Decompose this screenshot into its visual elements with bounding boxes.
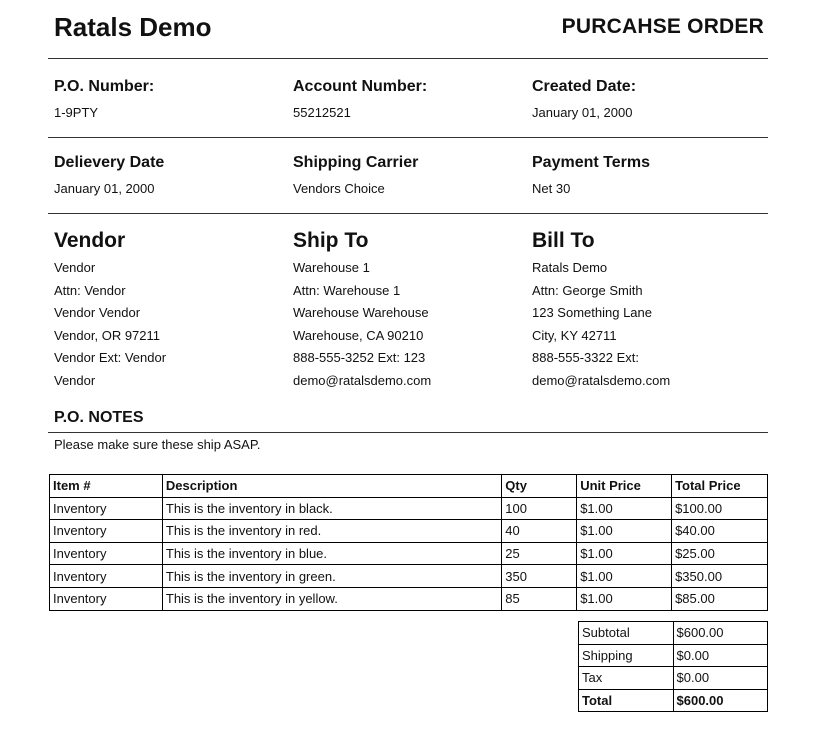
unit-price-cell: $1.00 xyxy=(577,542,672,565)
total-price-cell: $100.00 xyxy=(672,497,768,520)
column-header: Item # xyxy=(50,475,163,498)
vendor-address xyxy=(54,229,284,393)
ship-to-address xyxy=(293,229,523,393)
description-cell: This is the inventory in yellow. xyxy=(162,587,501,610)
table-row xyxy=(50,497,768,520)
ship-to-line: Warehouse 1 xyxy=(293,260,370,275)
notes-text: Please make sure these ship ASAP. xyxy=(54,437,261,452)
created-date-value: January 01, 2000 xyxy=(532,105,633,120)
item-cell: Inventory xyxy=(50,542,163,565)
divider xyxy=(48,137,768,138)
total-label: Total xyxy=(579,689,674,712)
column-header: Description xyxy=(162,475,501,498)
payment-terms-block xyxy=(532,154,762,196)
total-row xyxy=(579,689,768,712)
tax-label: Tax xyxy=(579,667,674,690)
delivery-date-label: Delievery Date xyxy=(54,154,165,171)
total-price-cell: $25.00 xyxy=(672,542,768,565)
vendor-line: Attn: Vendor xyxy=(54,282,126,298)
notes-heading: P.O. NOTES xyxy=(54,409,144,426)
description-cell: This is the inventory in red. xyxy=(162,520,501,543)
po-number-label: P.O. Number: xyxy=(54,78,155,95)
qty-cell: 350 xyxy=(502,565,577,588)
delivery-date-value: January 01, 2000 xyxy=(54,181,155,196)
qty-cell: 40 xyxy=(502,520,577,543)
ship-to-line: Warehouse Warehouse xyxy=(293,305,429,321)
ship-to-line: 888-555-3252 Ext: 123 xyxy=(293,350,426,366)
ship-to-heading: Ship To xyxy=(293,229,369,252)
vendor-line: Vendor xyxy=(54,372,96,388)
tax-row xyxy=(579,667,768,690)
table-row xyxy=(50,587,768,610)
shipping-carrier-value: Vendors Choice xyxy=(293,181,385,196)
qty-cell: 25 xyxy=(502,542,577,565)
item-cell: Inventory xyxy=(50,520,163,543)
divider xyxy=(48,213,768,214)
subtotal-label: Subtotal xyxy=(579,622,674,645)
item-cell: Inventory xyxy=(50,497,163,520)
bill-to-line: 123 Something Lane xyxy=(532,305,652,321)
shipping-label: Shipping xyxy=(579,644,674,667)
vendor-line: Vendor xyxy=(54,260,96,275)
unit-price-cell: $1.00 xyxy=(577,497,672,520)
created-date-label: Created Date: xyxy=(532,78,637,95)
totals-table xyxy=(578,621,768,712)
bill-to-line: Ratals Demo xyxy=(532,260,608,275)
table-row xyxy=(50,520,768,543)
payment-terms-label: Payment Terms xyxy=(532,154,650,171)
subtotal-row xyxy=(579,622,768,645)
shipping-carrier-block xyxy=(293,154,523,196)
payment-terms-value: Net 30 xyxy=(532,181,571,196)
table-row xyxy=(50,565,768,588)
column-header: Total Price xyxy=(672,475,768,498)
divider xyxy=(48,432,768,433)
tax-value: $0.00 xyxy=(673,667,767,690)
column-header: Unit Price xyxy=(577,475,672,498)
vendor-heading: Vendor xyxy=(54,229,126,252)
table-header-row xyxy=(50,475,768,498)
column-header: Qty xyxy=(502,475,577,498)
ship-to-email[interactable]: demo@ratalsdemo.com xyxy=(293,372,432,388)
total-price-cell: $350.00 xyxy=(672,565,768,588)
item-cell: Inventory xyxy=(50,565,163,588)
vendor-line: Vendor Vendor xyxy=(54,305,141,321)
bill-to-address xyxy=(532,229,762,393)
shipping-value: $0.00 xyxy=(673,644,767,667)
bill-to-line: 888-555-3322 Ext: xyxy=(532,350,639,366)
ship-to-line: Attn: Warehouse 1 xyxy=(293,282,401,298)
item-cell: Inventory xyxy=(50,587,163,610)
account-number-value: 55212521 xyxy=(293,105,351,120)
bill-to-line: City, KY 42711 xyxy=(532,327,617,343)
total-value: $600.00 xyxy=(673,689,767,712)
description-cell: This is the inventory in green. xyxy=(162,565,501,588)
company-name: Ratals Demo xyxy=(54,12,212,42)
total-price-cell: $40.00 xyxy=(672,520,768,543)
unit-price-cell: $1.00 xyxy=(577,565,672,588)
bill-to-email[interactable]: demo@ratalsdemo.com xyxy=(532,372,671,388)
delivery-date-block xyxy=(54,154,284,196)
vendor-line: Vendor, OR 97211 xyxy=(54,327,161,343)
po-number-value: 1-9PTY xyxy=(54,105,99,120)
unit-price-cell: $1.00 xyxy=(577,587,672,610)
document-title: PURCAHSE ORDER xyxy=(561,15,764,38)
account-number-label: Account Number: xyxy=(293,78,428,95)
po-number-block xyxy=(54,78,284,120)
qty-cell: 85 xyxy=(502,587,577,610)
ship-to-line: Warehouse, CA 90210 xyxy=(293,327,424,343)
unit-price-cell: $1.00 xyxy=(577,520,672,543)
subtotal-value: $600.00 xyxy=(673,622,767,645)
account-number-block xyxy=(293,78,523,120)
qty-cell: 100 xyxy=(502,497,577,520)
shipping-carrier-label: Shipping Carrier xyxy=(293,154,419,171)
description-cell: This is the inventory in black. xyxy=(162,497,501,520)
line-items-table xyxy=(49,474,768,611)
total-price-cell: $85.00 xyxy=(672,587,768,610)
bill-to-heading: Bill To xyxy=(532,229,595,252)
created-date-block xyxy=(532,78,762,120)
vendor-line: Vendor Ext: Vendor xyxy=(54,350,167,366)
shipping-row xyxy=(579,644,768,667)
description-cell: This is the inventory in blue. xyxy=(162,542,501,565)
divider xyxy=(48,58,768,59)
table-row xyxy=(50,542,768,565)
bill-to-line: Attn: George Smith xyxy=(532,282,643,298)
